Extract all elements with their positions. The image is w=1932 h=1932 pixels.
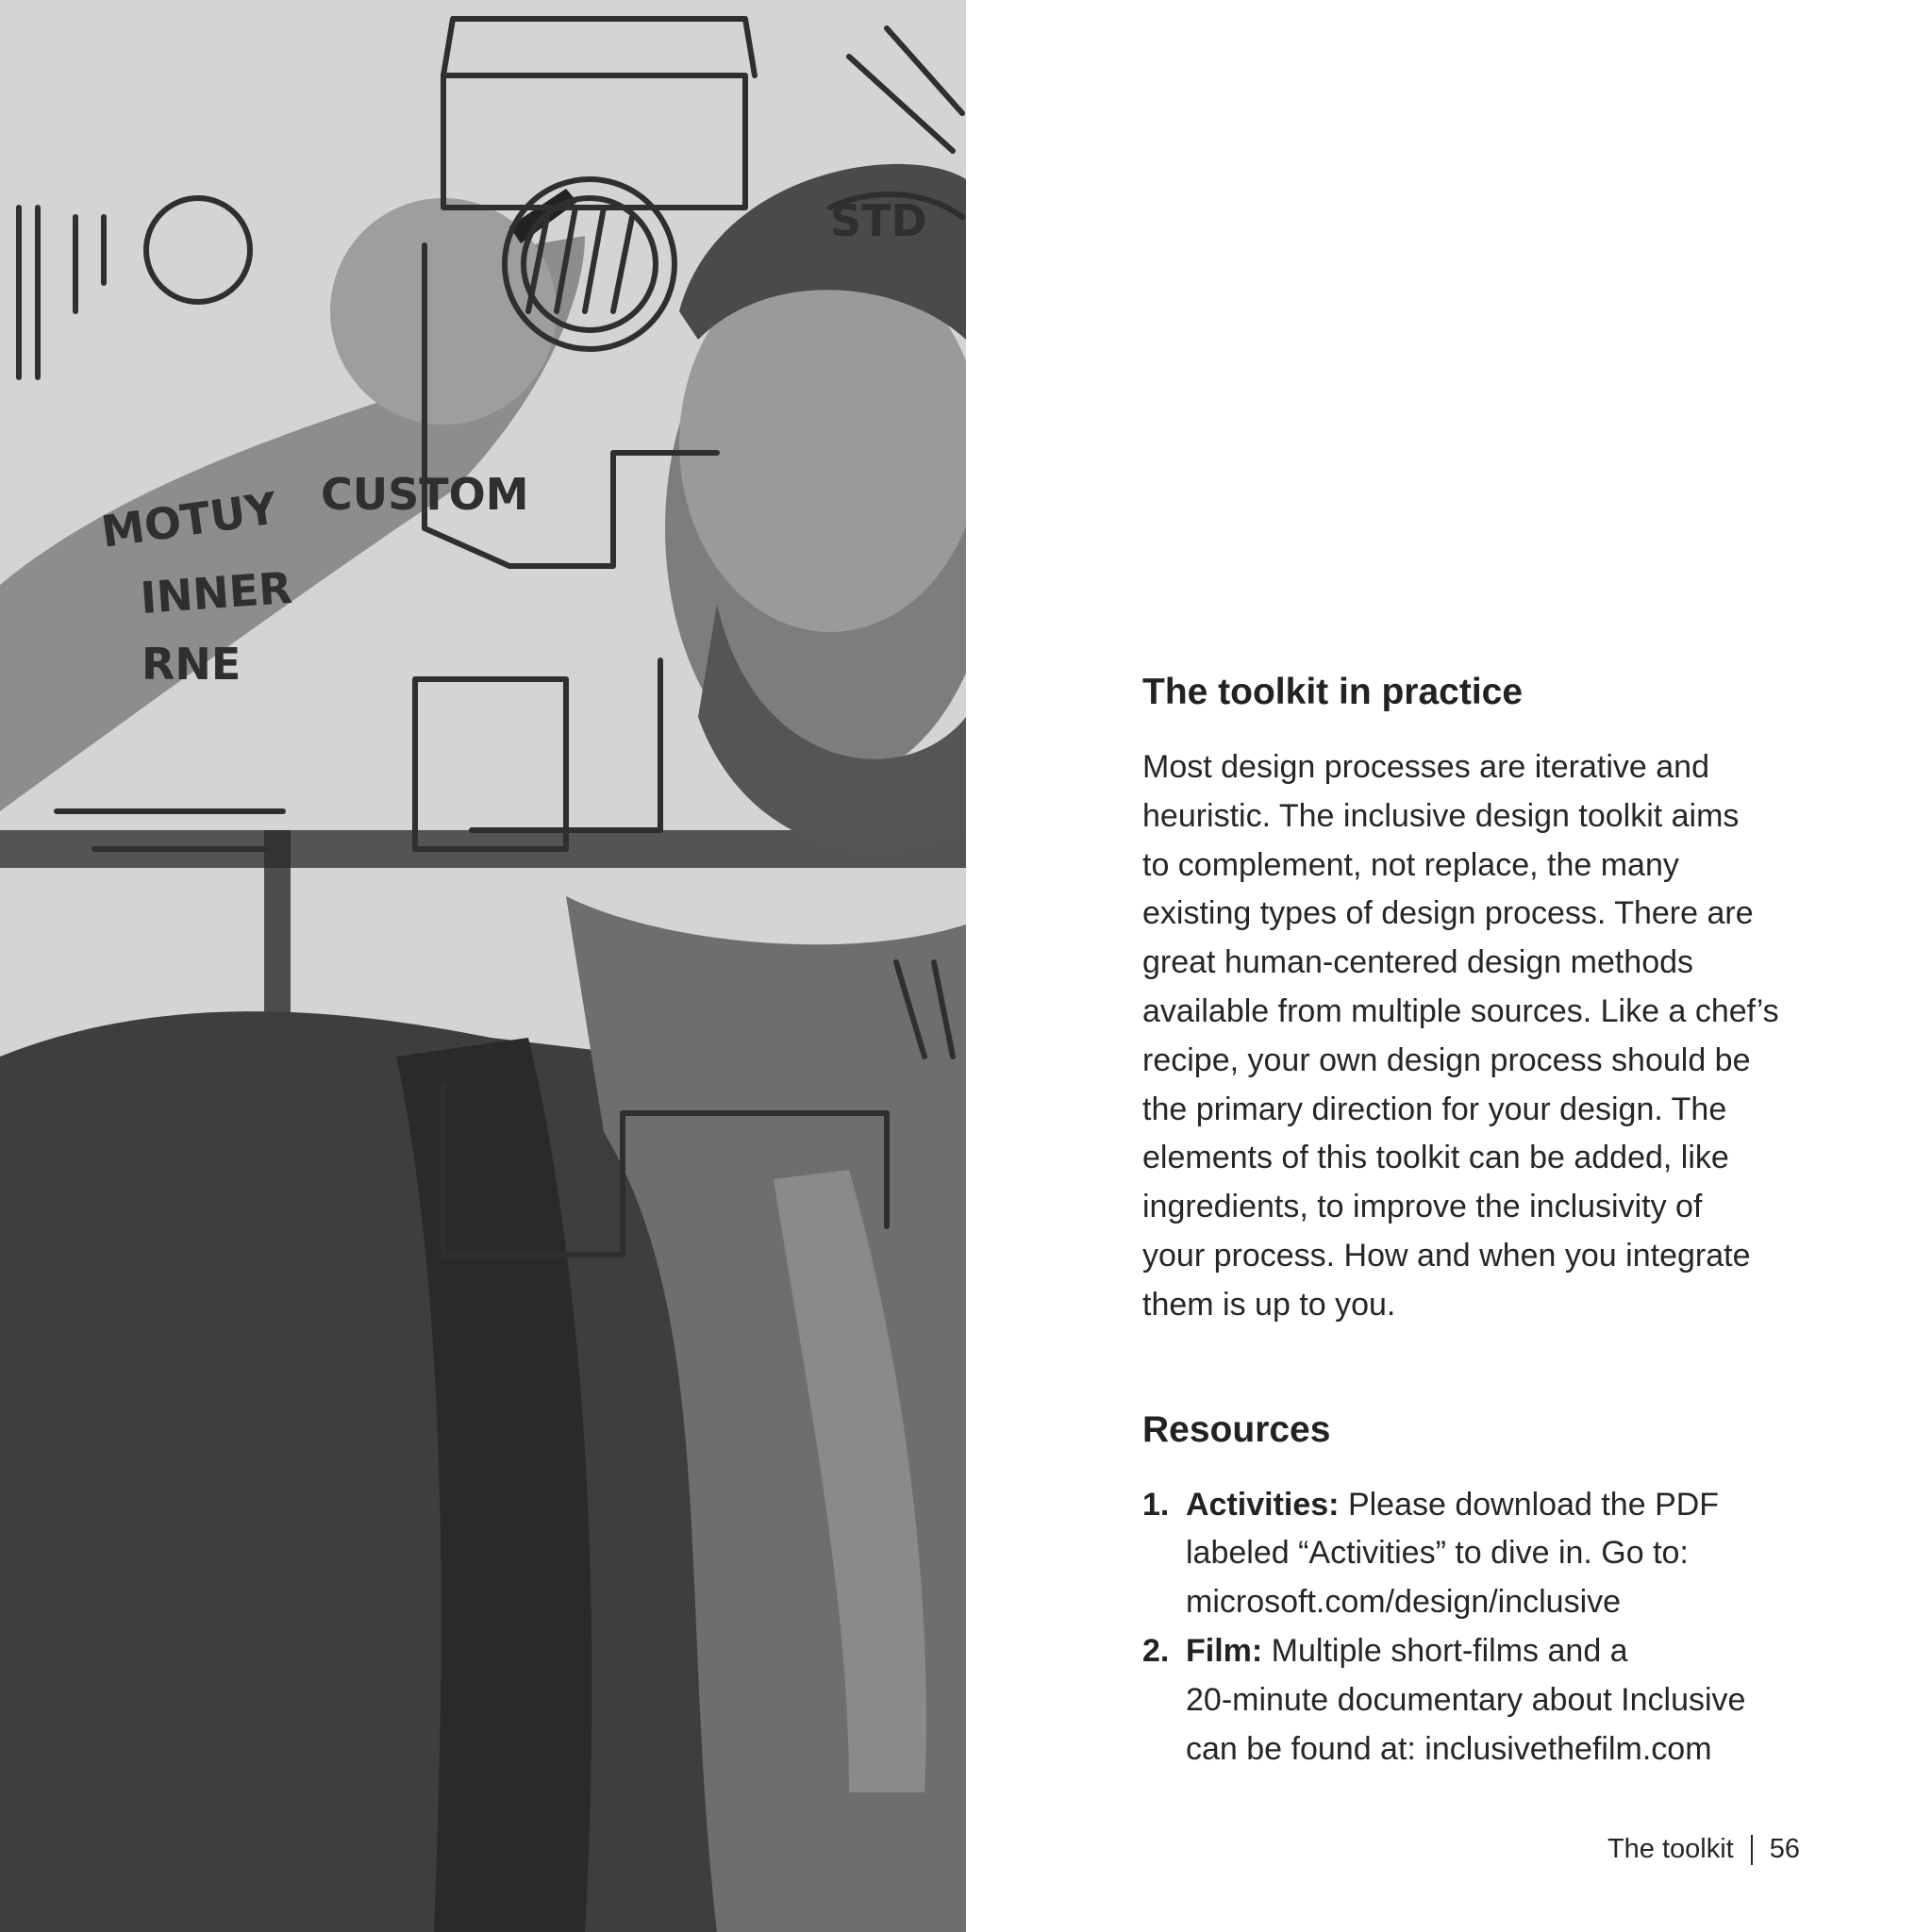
paragraph-line: great human-centered design methods xyxy=(1142,944,1694,981)
glass-scribble-5: CUSTOM xyxy=(321,469,529,520)
toolkit-paragraph xyxy=(1142,743,1803,1330)
resources-list xyxy=(1142,1481,1803,1774)
resource-line: can be found at: inclusivethefilm.com xyxy=(1186,1730,1712,1767)
footer-section-label: The toolkit xyxy=(1607,1834,1734,1864)
content-column xyxy=(1142,668,1803,1774)
resource-label: Activities: xyxy=(1186,1486,1340,1523)
paragraph-line: heuristic. The inclusive design toolkit aims xyxy=(1142,797,1740,834)
resource-text: Please download the PDF xyxy=(1339,1486,1720,1523)
paragraph-line: Most design processes are iterative and xyxy=(1142,749,1709,785)
page-footer xyxy=(1607,1834,1800,1865)
paragraph-line: elements of this toolkit can be added, like xyxy=(1142,1140,1729,1176)
list-number: 1. xyxy=(1142,1486,1170,1523)
resource-line: 20-minute documentary about Inclusive xyxy=(1186,1681,1746,1718)
glass-scribble-3: RNE xyxy=(142,639,242,690)
paragraph-line: to complement, not replace, the many xyxy=(1142,846,1679,883)
paragraph-line: the primary direction for your design. The xyxy=(1142,1091,1727,1127)
resource-item-film xyxy=(1142,1627,1803,1774)
section-heading-toolkit: The toolkit in practice xyxy=(1142,672,1524,712)
resource-line xyxy=(1186,1481,1803,1530)
resource-label: Film: xyxy=(1186,1632,1263,1669)
resource-link[interactable]: microsoft.com/design/inclusive xyxy=(1186,1584,1622,1621)
glass-scribble-1: MOTUY xyxy=(98,482,280,558)
resource-text: Multiple short-films and a xyxy=(1262,1632,1628,1669)
resource-item-activities xyxy=(1142,1481,1803,1627)
paragraph-line: existing types of design process. There are xyxy=(1142,895,1754,932)
list-number: 2. xyxy=(1142,1632,1170,1669)
paragraph-line: them is up to you. xyxy=(1142,1286,1396,1323)
paragraph-line: recipe, your own design process should be xyxy=(1142,1041,1751,1078)
paragraph-line: your process. How and when you integrate xyxy=(1142,1237,1751,1274)
glass-scribble-4: STD xyxy=(830,195,927,246)
page-number: 56 xyxy=(1769,1834,1800,1864)
section-heading-resources: Resources xyxy=(1142,1408,1331,1450)
paragraph-line: available from multiple sources. Like a chef’s xyxy=(1142,992,1779,1029)
resource-line: labeled “Activities” to dive in. Go to: xyxy=(1186,1535,1689,1572)
paragraph-line: ingredients, to improve the inclusivity of xyxy=(1142,1189,1703,1225)
footer-divider xyxy=(1751,1835,1753,1865)
glass-scribble-2: INNER xyxy=(139,561,294,624)
resource-line xyxy=(1186,1627,1803,1676)
